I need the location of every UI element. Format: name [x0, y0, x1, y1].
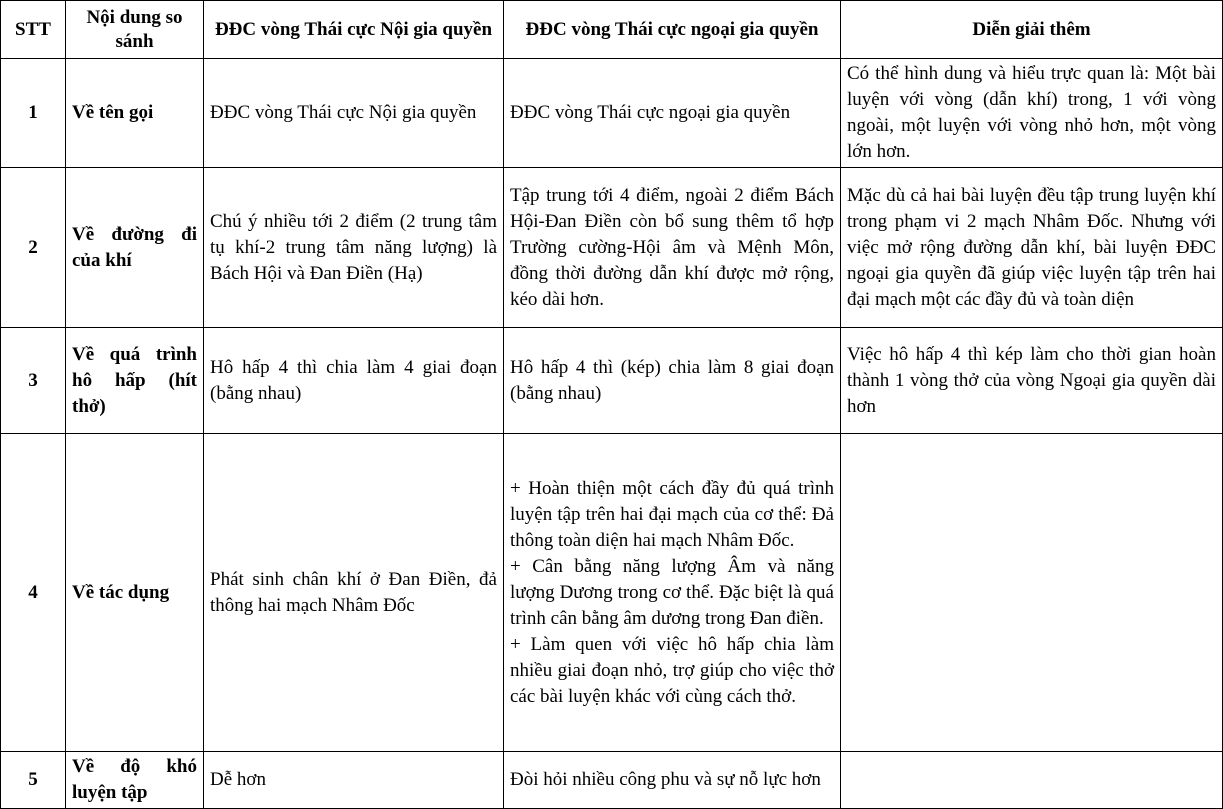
table-row — [1, 168, 1223, 328]
row-topic: Về quá trình hô hấp (hít thở) — [66, 328, 204, 434]
row-topic: Về đường đi của khí — [66, 168, 204, 328]
table-row — [1, 59, 1223, 168]
header-topic: Nội dung so sánh — [66, 1, 204, 59]
row-noi-gia: Hô hấp 4 thì chia làm 4 giai đoạn (bằng nhau) — [204, 328, 504, 434]
row-noi-gia: Dễ hơn — [204, 752, 504, 809]
table-row — [1, 328, 1223, 434]
row-stt: 2 — [1, 168, 66, 328]
row-dien-giai: Mặc dù cả hai bài luyện đều tập trung luyện khí trong phạm vi 2 mạch Nhâm Đốc. Nhưng với việc mở rộng đường dẫn khí, bài luyện ĐĐC ngoại gia quyền đã giúp việc luyện tập trên hai đại mạch một các đầy đủ và toàn diện — [841, 168, 1223, 328]
row-dien-giai: Việc hô hấp 4 thì kép làm cho thời gian hoàn thành 1 vòng thở của vòng Ngoại gia quyền dài hơn — [841, 328, 1223, 434]
header-noi-gia: ĐĐC vòng Thái cực Nội gia quyền — [204, 1, 504, 59]
header-dien-giai: Diễn giải thêm — [841, 1, 1223, 59]
row-ngoai-gia: Tập trung tới 4 điểm, ngoài 2 điểm Bách Hội-Đan Điền còn bổ sung thêm tổ hợp Trường cường-Hội âm và Mệnh Môn, đồng thời đường dẫn khí được mở rộng, kéo dài hơn. — [504, 168, 841, 328]
row-dien-giai — [841, 434, 1223, 752]
row-topic: Về tác dụng — [66, 434, 204, 752]
table-row — [1, 434, 1223, 752]
row-ngoai-gia: Đòi hỏi nhiều công phu và sự nỗ lực hơn — [504, 752, 841, 809]
row-ngoai-gia: ĐĐC vòng Thái cực ngoại gia quyền — [504, 59, 841, 168]
header-ngoai-gia: ĐĐC vòng Thái cực ngoại gia quyền — [504, 1, 841, 59]
row-topic: Về tên gọi — [66, 59, 204, 168]
header-row — [1, 1, 1223, 59]
effect-item: + Làm quen với việc hô hấp chia làm nhiều giai đoạn nhỏ, trợ giúp cho việc thở các bài luyện khác với cùng cách thở. — [510, 633, 834, 707]
effect-item: + Hoàn thiện một cách đầy đủ quá trình luyện tập trên hai đại mạch của cơ thể: Đả thông toàn diện hai mạch Nhâm Đốc. — [510, 477, 834, 551]
row-noi-gia: Phát sinh chân khí ở Đan Điền, đả thông hai mạch Nhâm Đốc — [204, 434, 504, 752]
row-stt: 4 — [1, 434, 66, 752]
row-noi-gia: Chú ý nhiều tới 2 điểm (2 trung tâm tụ khí-2 trung tâm năng lượng) là Bách Hội và Đan Điền (Hạ) — [204, 168, 504, 328]
effect-item: + Cân bằng năng lượng Âm và năng lượng Dương trong cơ thể. Đặc biệt là quá trình cân bằng âm dương trong Đan điền. — [510, 555, 834, 629]
header-stt: STT — [1, 1, 66, 59]
row-dien-giai: Có thể hình dung và hiểu trực quan là: Một bài luyện với vòng (dẫn khí) trong, 1 với vòng ngoài, một luyện với vòng nhỏ hơn, một vòng lớn hơn. — [841, 59, 1223, 168]
row-stt: 5 — [1, 752, 66, 809]
row-noi-gia: ĐĐC vòng Thái cực Nội gia quyền — [204, 59, 504, 168]
row-topic: Về độ khó luyện tập — [66, 752, 204, 809]
row-ngoai-gia: Hô hấp 4 thì (kép) chia làm 8 giai đoạn (bằng nhau) — [504, 328, 841, 434]
row-ngoai-gia — [504, 434, 841, 752]
row-stt: 1 — [1, 59, 66, 168]
row-stt: 3 — [1, 328, 66, 434]
